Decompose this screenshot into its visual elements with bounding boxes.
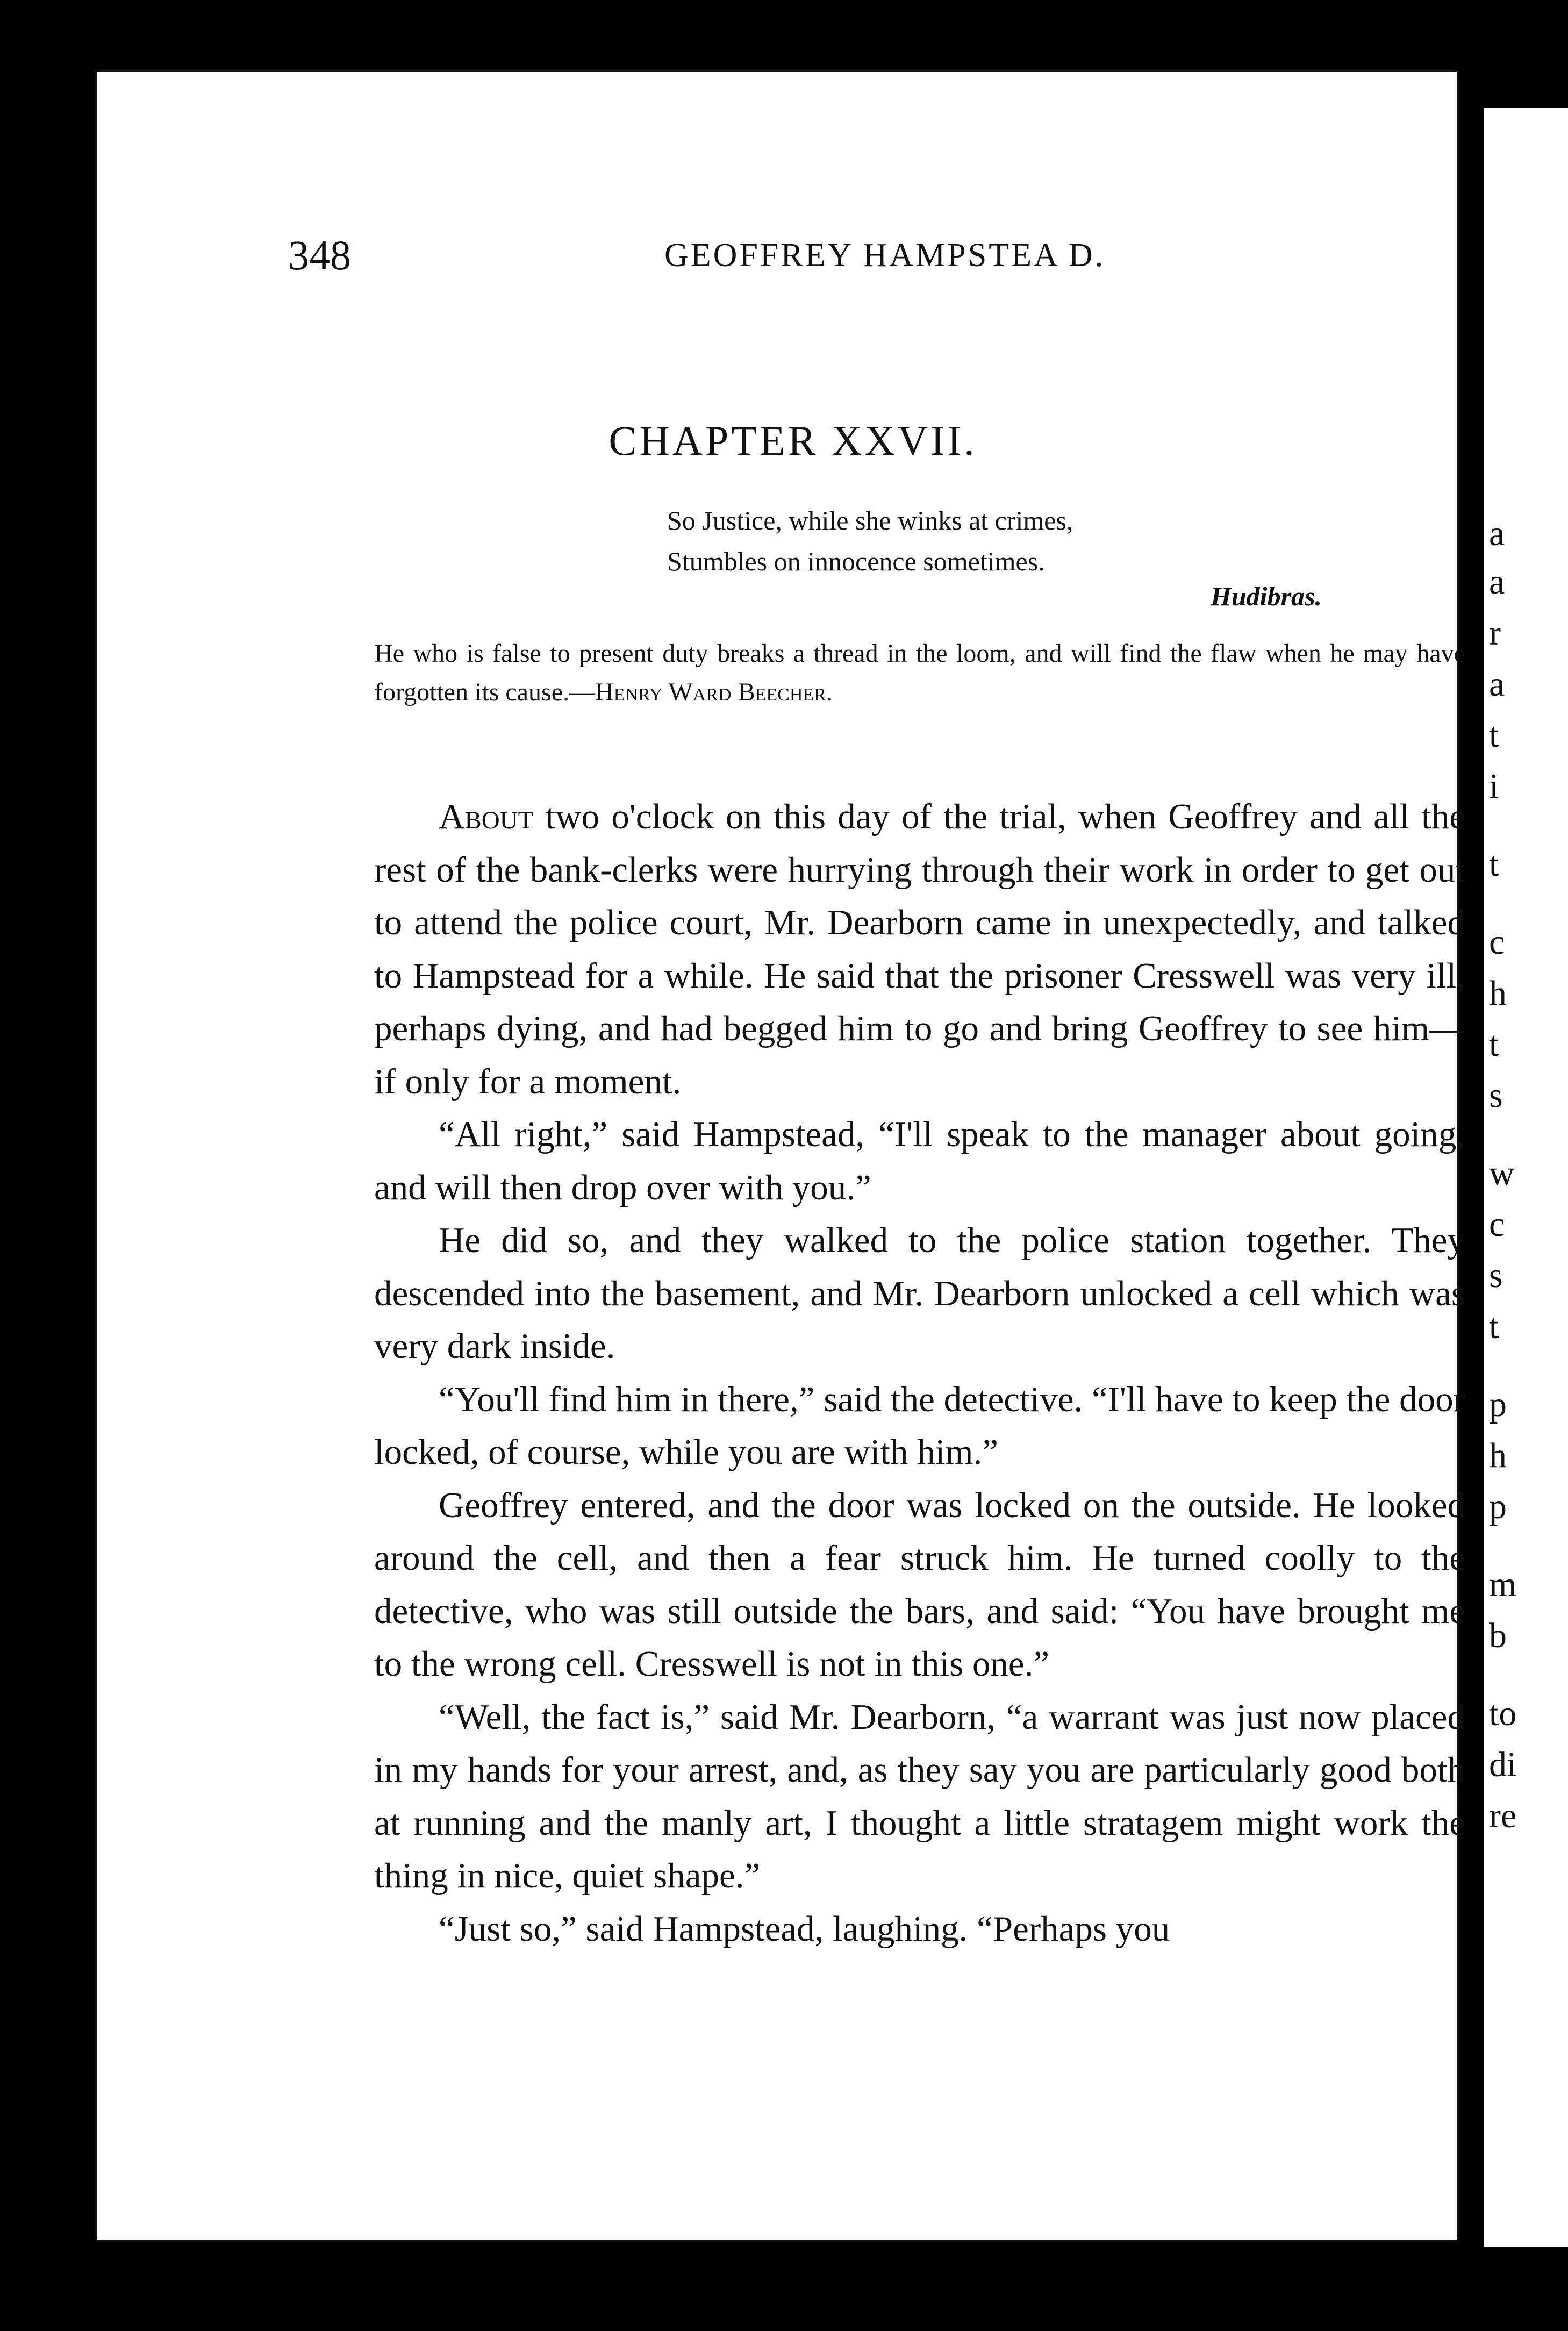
prose-epigraph-text: He who is false to present duty breaks a thread in the loom, and will find the flaw when he may have forgotten its cause.— xyxy=(374,639,1465,706)
facing-page-fragment: r xyxy=(1489,613,1501,653)
facing-page-fragment: w xyxy=(1489,1154,1515,1193)
facing-page-fragment: h xyxy=(1489,974,1507,1013)
facing-page-fragment: s xyxy=(1489,1076,1503,1115)
verse-attribution: Hudibras. xyxy=(1210,581,1322,611)
verse-epigraph xyxy=(667,500,1073,582)
body-text xyxy=(374,790,1465,1955)
paragraph xyxy=(374,790,1465,1108)
running-title: GEOFFREY HAMPSTEA D. xyxy=(664,237,1106,274)
paragraph: “Just so,” said Hampstead, laughing. “Perhaps you xyxy=(439,1908,1170,1949)
verse-line-1: So Justice, while she winks at crimes, xyxy=(667,505,1073,535)
lead-word: About xyxy=(439,797,534,836)
facing-page-fragment: i xyxy=(1489,767,1499,806)
facing-page-fragment: a xyxy=(1489,514,1505,553)
facing-page-fragment: p xyxy=(1489,1487,1507,1526)
facing-page-fragment: re xyxy=(1489,1796,1517,1835)
book-page xyxy=(95,70,1465,2242)
prose-attribution: Henry Ward Beecher. xyxy=(595,678,833,706)
paragraph: “All right,” said Hampstead, “I'll speak to the manager about going, and will then drop over with you.” xyxy=(374,1114,1465,1207)
paragraph: “You'll find him in there,” said the detective. “I'll have to keep the door locked, of course, while you are with him.” xyxy=(374,1379,1465,1472)
facing-page-edge xyxy=(1484,108,1568,2247)
facing-page-fragment: s xyxy=(1489,1256,1503,1295)
facing-page-fragment: t xyxy=(1489,845,1499,884)
page-number: 348 xyxy=(288,232,351,278)
paragraph: He did so, and they walked to the police station together. They descended into the basement, and Mr. Dearborn unlocked a cell which was very dark inside. xyxy=(374,1220,1465,1366)
facing-page-fragment: b xyxy=(1489,1616,1507,1655)
facing-page-fragment: a xyxy=(1489,562,1505,602)
verse-line-2: Stumbles on innocence sometimes. xyxy=(667,546,1045,576)
paragraph: Geoffrey entered, and the door was locked on the outside. He looked around the cell, and then a fear struck him. He turned coolly to the detective, who was still outside the bars, and said: “You have brought me to the wrong cell. Cresswell is not in this one.” xyxy=(374,1485,1465,1684)
facing-page-fragment: t xyxy=(1489,1307,1499,1346)
facing-page-fragment: p xyxy=(1489,1385,1507,1424)
facing-page-fragment: t xyxy=(1489,1025,1499,1064)
prose-epigraph xyxy=(374,634,1465,712)
facing-page-fragment: c xyxy=(1489,1205,1505,1244)
facing-page-fragment: di xyxy=(1489,1745,1517,1784)
facing-page-fragment: to xyxy=(1489,1694,1517,1733)
facing-page-fragment: h xyxy=(1489,1436,1507,1475)
paragraph-text: two o'clock on this day of the trial, when Geoffrey and all the rest of the bank-clerks were hurrying through their work in order to get out to attend the police court, Mr. Dearborn came in unexpectedly, and talked to Hampstead for a while. He said that the prisoner Cresswell was very ill, perhaps dying, and had begged him to go and bring Geoffrey to see him—if only for a moment. xyxy=(374,797,1465,1102)
facing-page-fragment: m xyxy=(1489,1565,1517,1604)
facing-page-fragment: c xyxy=(1489,923,1505,962)
facing-page-fragment: a xyxy=(1489,664,1505,704)
running-head xyxy=(288,231,1335,285)
paragraph: “Well, the fact is,” said Mr. Dearborn, “a warrant was just now placed in my hands for your arrest, and, as they say you are particularly good both at running and the manly art, I thought a little stratagem might work the thing in nice, quiet shape.” xyxy=(374,1697,1465,1896)
facing-page-fragment: t xyxy=(1489,716,1499,755)
chapter-heading: CHAPTER XXVII. xyxy=(608,417,977,464)
